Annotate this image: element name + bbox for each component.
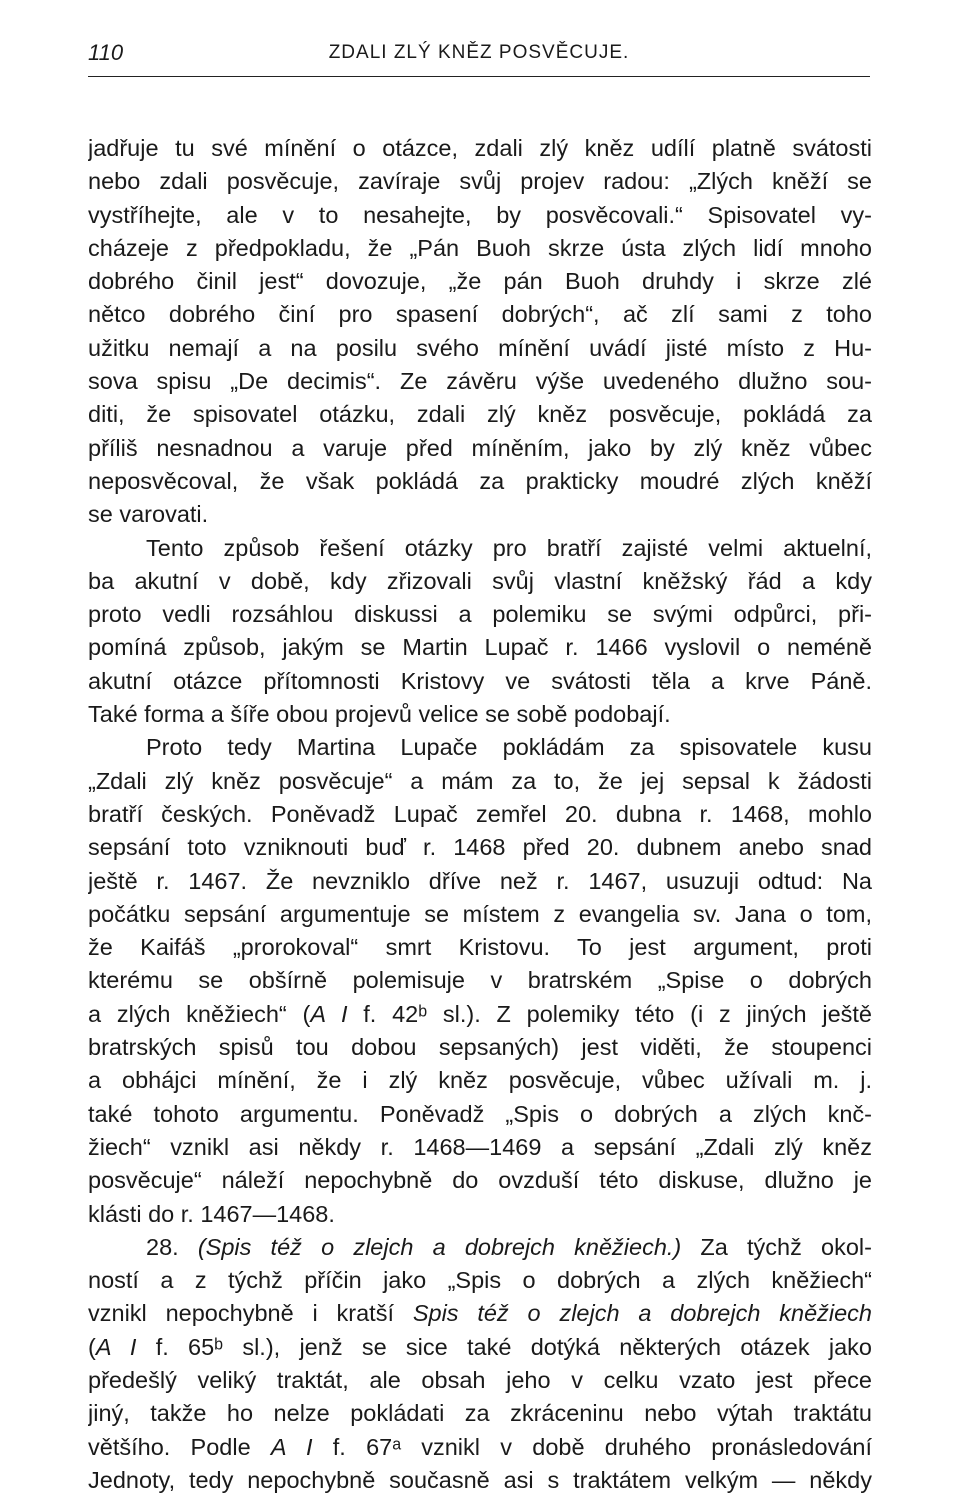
text-line: Jednoty, tedy nepochybně současně asi s traktátem velkým — někdy: [88, 1466, 872, 1493]
text-line: a obhájci mínění, že i zlý kněz posvěcuje, vůbec užívali m. j.: [88, 1067, 872, 1094]
text-line: užitku nemají a na posilu svého mínění uvádí jisté místo z Hu-: [88, 334, 872, 361]
text-line: nětco dobrého činí pro spasení dobrých“, ač zlí sami z toho: [88, 301, 872, 328]
text-line: posvěcuje“ náleží nepochybně do ovzduší této diskuse, dlužno je: [88, 1167, 872, 1194]
page-header: [88, 36, 870, 77]
italic-segment: (Spis též o zlejch a dobrejch kněžiech.): [197, 1233, 682, 1260]
text-line: dobrého činil jest“ dovozuje, „že pán Buoh druhdy i skrze zlé: [88, 268, 872, 295]
text-line: jiný, takže ho nelze pokládati za zkráceninu nebo výtah traktátu: [88, 1400, 872, 1427]
text-line: ještě r. 1467. Že nevzniklo dříve než r. 1467, usuzuji odtud: Na: [88, 867, 872, 894]
text-line: bratří českých. Poněvadž Lupač zemřel 20. dubna r. 1468, mohlo: [88, 800, 872, 827]
italic-segment: A I: [310, 1000, 348, 1027]
text-line: sova spisu „De decimis“. Ze závěru výše uvedeného dlužno sou-: [88, 368, 872, 395]
text-line: nebo zdali posvěcuje, zavíraje svůj projev radou: „Zlých kněží se: [88, 168, 872, 195]
text-line: Také forma a šíře obou projevů velice se sobě podobají.: [88, 701, 671, 728]
text-line: proto vedli rozsáhlou diskussi a polemiku se svými odpůrci, při-: [88, 601, 872, 628]
text-line: sepsání toto vzniknouti buď r. 1468 před 20. dubnem anebo snad: [88, 834, 872, 861]
body-text: [88, 132, 872, 1497]
text-line: počátku sepsání argumentuje se místem z evangelia sv. Jana o tom,: [88, 900, 872, 927]
text-line: cházeje z předpokladu, že „Pán Buoh skrze ústa zlých lidí mnoho: [88, 234, 872, 261]
text-line: [88, 1297, 872, 1330]
text-segment: f. 65ᵇ sl.), jenž se sice také dotýká některých otázek jako: [136, 1333, 872, 1360]
running-head: ZDALI ZLÝ KNĚZ POSVĚCUJE.: [328, 42, 630, 63]
text-line: kterému se obšírně polemisuje v bratrském „Spise o dobrých: [88, 967, 872, 994]
text-line: se varovati.: [88, 501, 209, 528]
text-segment: 28.: [146, 1233, 198, 1260]
text-line: žiech“ vznikl asi někdy r. 1468—1469 a sepsání „Zdali zlý kněz: [88, 1133, 872, 1160]
text-segment: Za týchž okol-: [681, 1233, 872, 1260]
text-line: akutní otázce přítomnosti Kristovy ve svátosti těla a krve Páně.: [88, 667, 872, 694]
text-segment: f. 42ᵇ sl.). Z polemiky této (i z jiných ještě: [347, 1000, 872, 1027]
text-line: [88, 1231, 872, 1264]
text-segment: a zlých kněžiech“ (: [88, 1000, 311, 1027]
text-segment: f. 67ᵃ vznikl v době druhého pronásledování: [312, 1433, 872, 1460]
text-line: ba akutní v době, kdy zřizovali svůj vlastní kněžský řád a kdy: [88, 567, 872, 594]
text-line: bratrských spisů tou dobou sepsaných) jest viděti, že stoupenci: [88, 1034, 872, 1061]
text-line: Tento způsob řešení otázky pro bratří zajisté velmi aktuelní,: [146, 534, 872, 561]
text-line: jadřuje tu své mínění o otázce, zdali zlý kněz udílí platně svátosti: [88, 135, 872, 161]
italic-segment: A I: [270, 1433, 313, 1460]
text-line: ností a z týchž příčin jako „Spis o dobrých a zlých kněžiech“: [88, 1267, 872, 1294]
italic-segment: Spis též o zlejch a dobrejch kněžiech: [412, 1300, 872, 1327]
text-line: příliš nesnadnou a varuje před míněním, jako by zlý kněz vůbec: [88, 434, 872, 461]
text-line: že Kaifáš „prorokoval“ smrt Kristovu. To jest argument, proti: [88, 934, 872, 961]
text-line: také tohoto argumentu. Poněvadž „Spis o dobrých a zlých knč-: [88, 1100, 872, 1127]
text-line: [88, 1331, 872, 1364]
text-line: klásti do r. 1467—1468.: [88, 1200, 335, 1227]
text-segment: (: [88, 1333, 96, 1360]
text-line: [88, 998, 872, 1031]
page-number: 110: [88, 40, 124, 65]
text-line: [88, 1431, 872, 1464]
text-line: vystříhejte, ale v to nesahejte, by posvěcovali.“ Spisovatel vy-: [88, 201, 872, 228]
italic-segment: A I: [95, 1333, 137, 1360]
text-line: pomíná způsob, jakým se Martin Lupač r. 1466 vyslovil o neméně: [88, 634, 872, 661]
text-line: Proto tedy Martina Lupače pokládám za spisovatele kusu: [146, 734, 872, 761]
text-line: neposvěcoval, že však pokládá za prakticky moudré zlých kněží: [88, 467, 872, 494]
text-line: diti, že spisovatel otázku, zdali zlý kněz posvěcuje, pokládá za: [88, 401, 872, 428]
text-segment: vznikl nepochybně i kratší: [88, 1300, 413, 1327]
text-line: „Zdali zlý kněz posvěcuje“ a mám za to, že jej sepsal k žádosti: [88, 767, 872, 794]
text-line: předešlý veliký traktát, ale obsah jeho v celku vzato jest přece: [88, 1366, 872, 1393]
text-segment: většího. Podle: [88, 1433, 271, 1460]
